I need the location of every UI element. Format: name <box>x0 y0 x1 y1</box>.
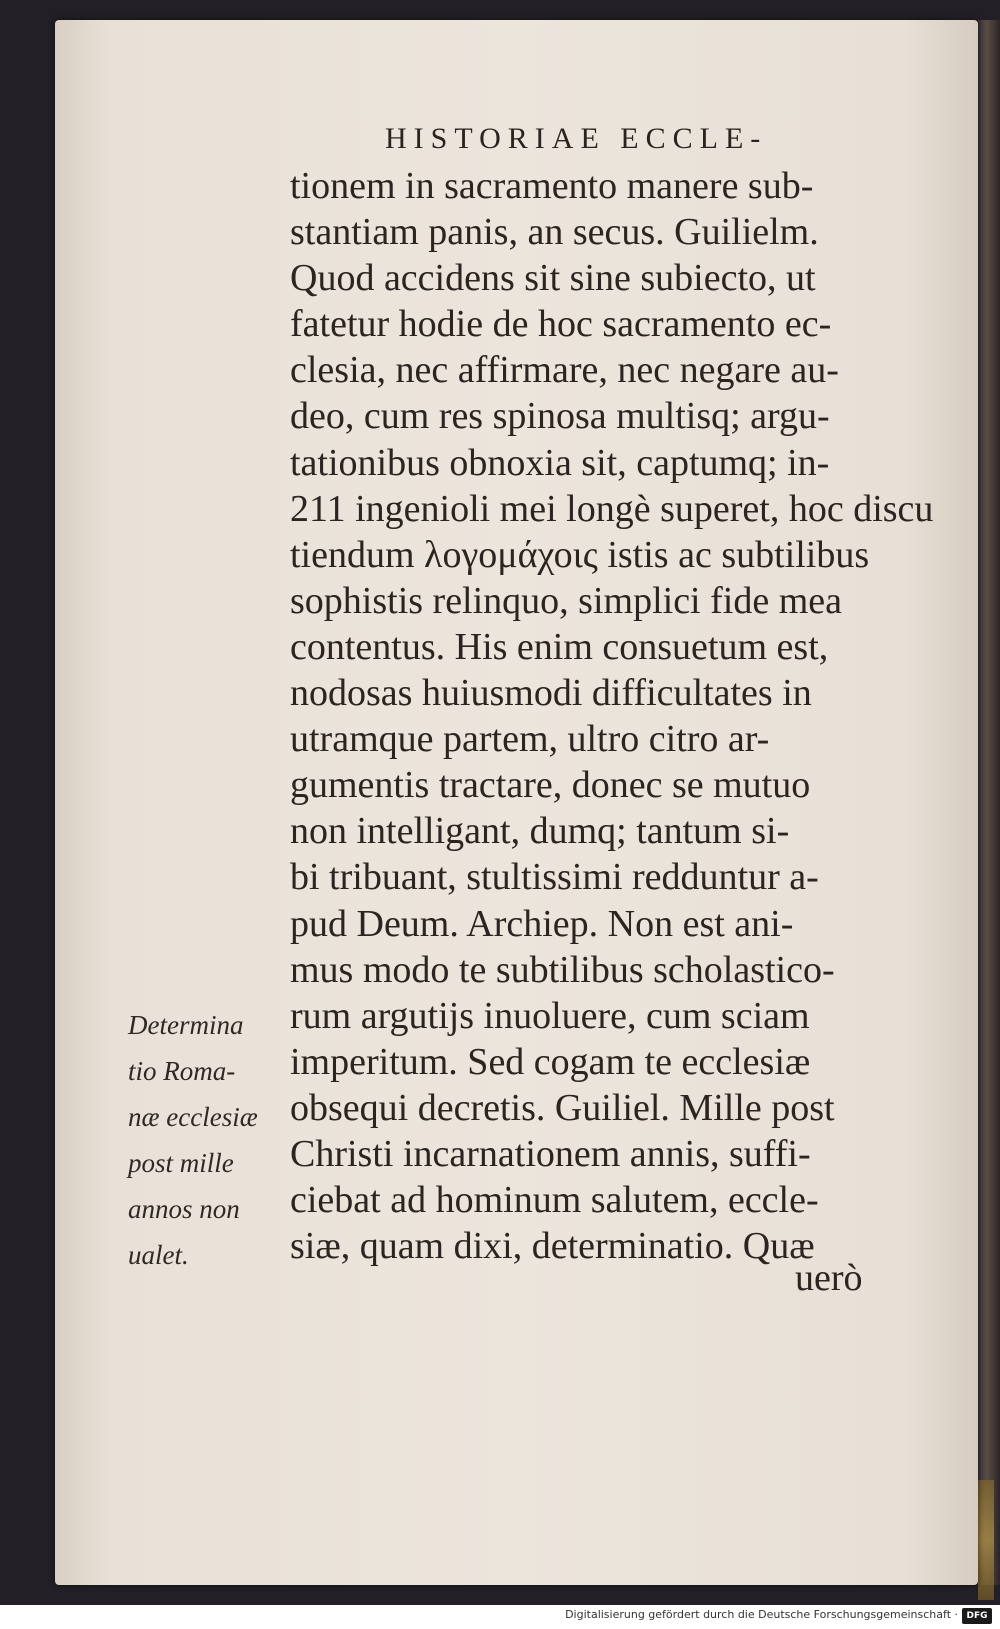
text-line: pud Deum. Archiep. Non est ani- <box>290 902 794 945</box>
marginal-note-line: post mille <box>128 1148 234 1178</box>
text-line: deo, cum res spinosa multisq; argu- <box>290 395 830 438</box>
text-line: 211 ingenioli mei longè superet, hoc discu <box>290 487 934 530</box>
text-line: clesia, nec affirmare, nec negare au- <box>290 349 839 392</box>
marginal-note-line: næ ecclesiæ <box>128 1102 258 1132</box>
text-line: mus modo te subtilibus scholastico- <box>290 948 835 991</box>
text-line: rum argutijs inuoluere, cum sciam <box>290 994 810 1037</box>
text-line: utramque partem, ultro citro ar- <box>290 718 770 761</box>
marginal-note-line: ualet. <box>128 1240 189 1270</box>
funding-credit: Digitalisierung gefördert durch die Deutsche Forschungsgemeinschaft · <box>565 1608 958 1621</box>
text-line: stantiam panis, an secus. Guilielm. <box>290 211 819 254</box>
marginal-note-line: tio Roma- <box>128 1056 236 1086</box>
text-line: tionem in sacramento manere sub- <box>290 165 814 207</box>
text-line: gumentis tractare, donec se mutuo <box>290 764 811 807</box>
text-line: siæ, quam dixi, determinatio. Quæ <box>290 1225 815 1268</box>
text-line: obsequi decretis. Guiliel. Mille post <box>290 1086 835 1129</box>
gilt-page-edge <box>978 1480 994 1600</box>
text-line: nodosas huiusmodi difficultates in <box>290 672 812 715</box>
text-line: tiendum λογομάχοις istis ac subtilibus <box>290 533 870 576</box>
text-line: tationibus obnoxia sit, captumq; in- <box>290 441 830 484</box>
marginal-note <box>128 1002 278 1278</box>
body-text <box>290 163 940 1269</box>
text-line: contentus. His enim consuetum est, <box>290 625 829 668</box>
text-line: non intelligant, dumq; tantum si- <box>290 810 790 853</box>
marginal-note-line: Determina <box>128 1010 244 1040</box>
text-line: Christi incarnationem annis, suffi- <box>290 1132 811 1175</box>
book-edge <box>978 20 1000 1585</box>
marginal-note-line: annos non <box>128 1194 240 1224</box>
running-head: HISTORIAE ECCLE- <box>385 122 768 155</box>
text-line: fatetur hodie de hoc sacramento ec- <box>290 303 832 346</box>
digitization-footer <box>0 1605 1000 1629</box>
text-line: imperitum. Sed cogam te ecclesiæ <box>290 1040 811 1083</box>
text-line: sophistis relinquo, simplici fide mea <box>290 579 842 622</box>
text-line: ciebat ad hominum salutem, eccle- <box>290 1179 819 1222</box>
catchword: uerò <box>795 1257 863 1299</box>
text-line: bi tribuant, stultissimi redduntur a- <box>290 856 819 899</box>
dfg-logo: DFG <box>962 1608 992 1624</box>
text-line: Quod accidens sit sine subiecto, ut <box>290 257 816 300</box>
